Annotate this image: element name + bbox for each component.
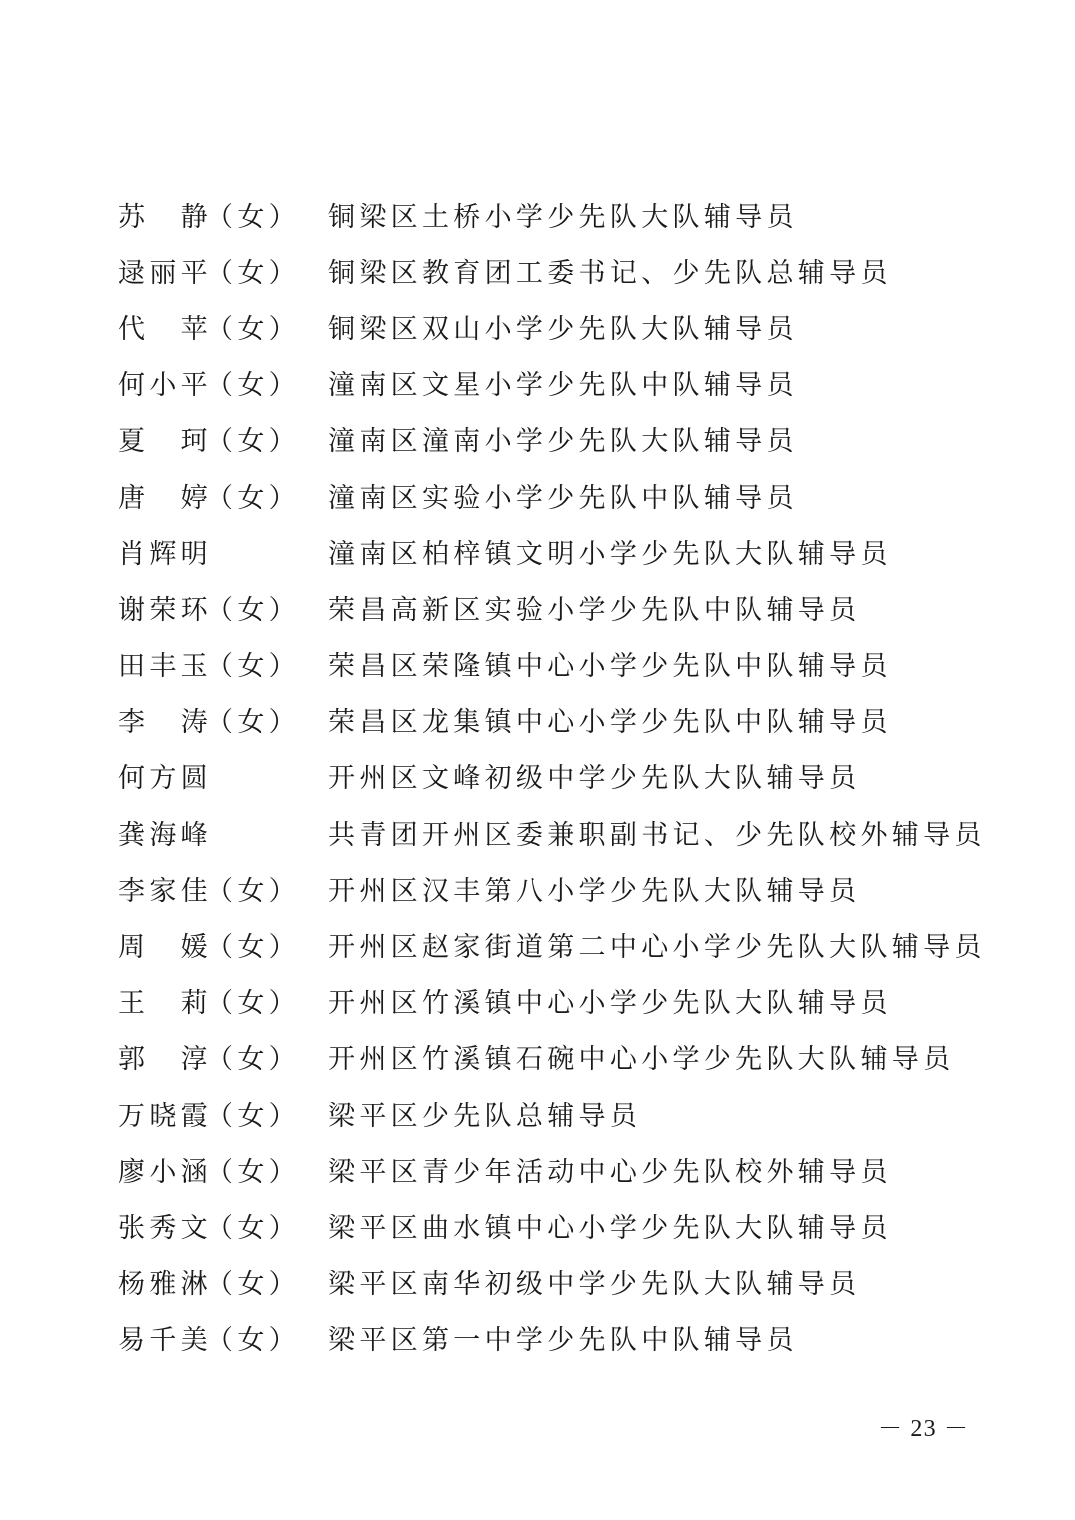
gender-note: （女）	[206, 201, 300, 233]
list-item	[118, 692, 1018, 748]
name-cell	[118, 981, 328, 1020]
name-cell	[118, 307, 328, 346]
gender-note: （女）	[206, 594, 300, 626]
name-cell	[118, 1150, 328, 1189]
role-description: 潼南区潼南小学少先队大队辅导员	[328, 426, 798, 458]
gender-note: （女）	[206, 707, 300, 739]
gender-note: （女）	[206, 1044, 300, 1076]
gender-note: （女）	[206, 651, 300, 683]
list-item	[118, 860, 1018, 916]
role-description: 梁平区青少年活动中心少先队校外辅导员	[328, 1156, 892, 1188]
person-name: 李 涛	[118, 707, 212, 739]
person-name: 何方圆	[118, 763, 212, 795]
role-description: 铜梁区土桥小学少先队大队辅导员	[328, 201, 798, 233]
list-item	[118, 355, 1018, 411]
role-description: 荣昌区荣隆镇中心小学少先队中队辅导员	[328, 651, 892, 683]
person-name: 杨雅淋	[118, 1269, 212, 1301]
name-cell	[118, 532, 328, 571]
role-description: 铜梁区教育团工委书记、少先队总辅导员	[328, 257, 892, 289]
gender-note: （女）	[206, 988, 300, 1020]
role-description: 梁平区少先队总辅导员	[328, 1100, 642, 1132]
person-name: 代 苹	[118, 313, 212, 345]
role-description: 开州区赵家街道第二中心小学少先队大队辅导员	[328, 932, 986, 964]
page-number: － 23 －	[878, 1416, 970, 1442]
role-description: 共青团开州区委兼职副书记、少先队校外辅导员	[328, 819, 986, 851]
role-description: 潼南区文星小学少先队中队辅导员	[328, 370, 798, 402]
gender-note: （女）	[206, 257, 300, 289]
person-name: 夏 珂	[118, 426, 212, 458]
gender-note: （女）	[206, 426, 300, 458]
person-name: 田丰玉	[118, 651, 212, 683]
role-description: 荣昌高新区实验小学少先队中队辅导员	[328, 594, 861, 626]
gender-note: （女）	[206, 313, 300, 345]
role-description: 铜梁区双山小学少先队大队辅导员	[328, 313, 798, 345]
name-cell	[118, 1262, 328, 1301]
list-item	[118, 411, 1018, 467]
gender-note: （女）	[206, 370, 300, 402]
list-item	[118, 298, 1018, 354]
gender-note: （女）	[206, 875, 300, 907]
name-cell	[118, 1206, 328, 1245]
name-cell	[118, 644, 328, 683]
name-cell	[118, 476, 328, 515]
person-name: 谢荣环	[118, 594, 212, 626]
role-description: 开州区汉丰第八小学少先队大队辅导员	[328, 875, 861, 907]
list-item	[118, 467, 1018, 523]
person-name: 万晓霞	[118, 1100, 212, 1132]
role-description: 梁平区南华初级中学少先队大队辅导员	[328, 1269, 861, 1301]
person-name: 张秀文	[118, 1212, 212, 1244]
list-item	[118, 973, 1018, 1029]
name-cell	[118, 700, 328, 739]
role-description: 梁平区第一中学少先队中队辅导员	[328, 1325, 798, 1357]
name-cell	[118, 419, 328, 458]
person-name: 周 媛	[118, 932, 212, 964]
person-name: 逯丽平	[118, 257, 212, 289]
list-item	[118, 1141, 1018, 1197]
name-cell	[118, 925, 328, 964]
name-cell	[118, 195, 328, 234]
person-name: 王 莉	[118, 988, 212, 1020]
name-cell	[118, 363, 328, 402]
list-item	[118, 636, 1018, 692]
name-cell	[118, 1318, 328, 1357]
person-name: 苏 静	[118, 201, 212, 233]
list-item	[118, 1254, 1018, 1310]
gender-note: （女）	[206, 1100, 300, 1132]
list-item	[118, 1310, 1018, 1366]
list-item	[118, 186, 1018, 242]
role-description: 荣昌区龙集镇中心小学少先队中队辅导员	[328, 707, 892, 739]
person-name: 唐 婷	[118, 482, 212, 514]
name-cell	[118, 813, 328, 852]
person-name: 郭 淳	[118, 1044, 212, 1076]
person-name: 龚海峰	[118, 819, 212, 851]
list-item	[118, 1029, 1018, 1085]
name-cell	[118, 1037, 328, 1076]
name-cell	[118, 756, 328, 795]
honoree-list	[118, 186, 1018, 1366]
list-item	[118, 1197, 1018, 1253]
gender-note: （女）	[206, 1325, 300, 1357]
role-description: 开州区竹溪镇石碗中心小学少先队大队辅导员	[328, 1044, 955, 1076]
list-item	[118, 1085, 1018, 1141]
gender-note: （女）	[206, 1269, 300, 1301]
person-name: 李家佳	[118, 875, 212, 907]
role-description: 潼南区柏梓镇文明小学少先队大队辅导员	[328, 538, 892, 570]
person-name: 廖小涵	[118, 1156, 212, 1188]
role-description: 开州区竹溪镇中心小学少先队大队辅导员	[328, 988, 892, 1020]
gender-note: （女）	[206, 932, 300, 964]
list-item	[118, 523, 1018, 579]
list-item	[118, 579, 1018, 635]
role-description: 梁平区曲水镇中心小学少先队大队辅导员	[328, 1212, 892, 1244]
name-cell	[118, 869, 328, 908]
role-description: 潼南区实验小学少先队中队辅导员	[328, 482, 798, 514]
person-name: 何小平	[118, 370, 212, 402]
role-description: 开州区文峰初级中学少先队大队辅导员	[328, 763, 861, 795]
name-cell	[118, 251, 328, 290]
name-cell	[118, 1094, 328, 1133]
gender-note: （女）	[206, 482, 300, 514]
list-item	[118, 916, 1018, 972]
person-name: 易千美	[118, 1325, 212, 1357]
list-item	[118, 804, 1018, 860]
list-item	[118, 748, 1018, 804]
gender-note: （女）	[206, 1212, 300, 1244]
name-cell	[118, 588, 328, 627]
person-name: 肖辉明	[118, 538, 212, 570]
gender-note: （女）	[206, 1156, 300, 1188]
list-item	[118, 242, 1018, 298]
